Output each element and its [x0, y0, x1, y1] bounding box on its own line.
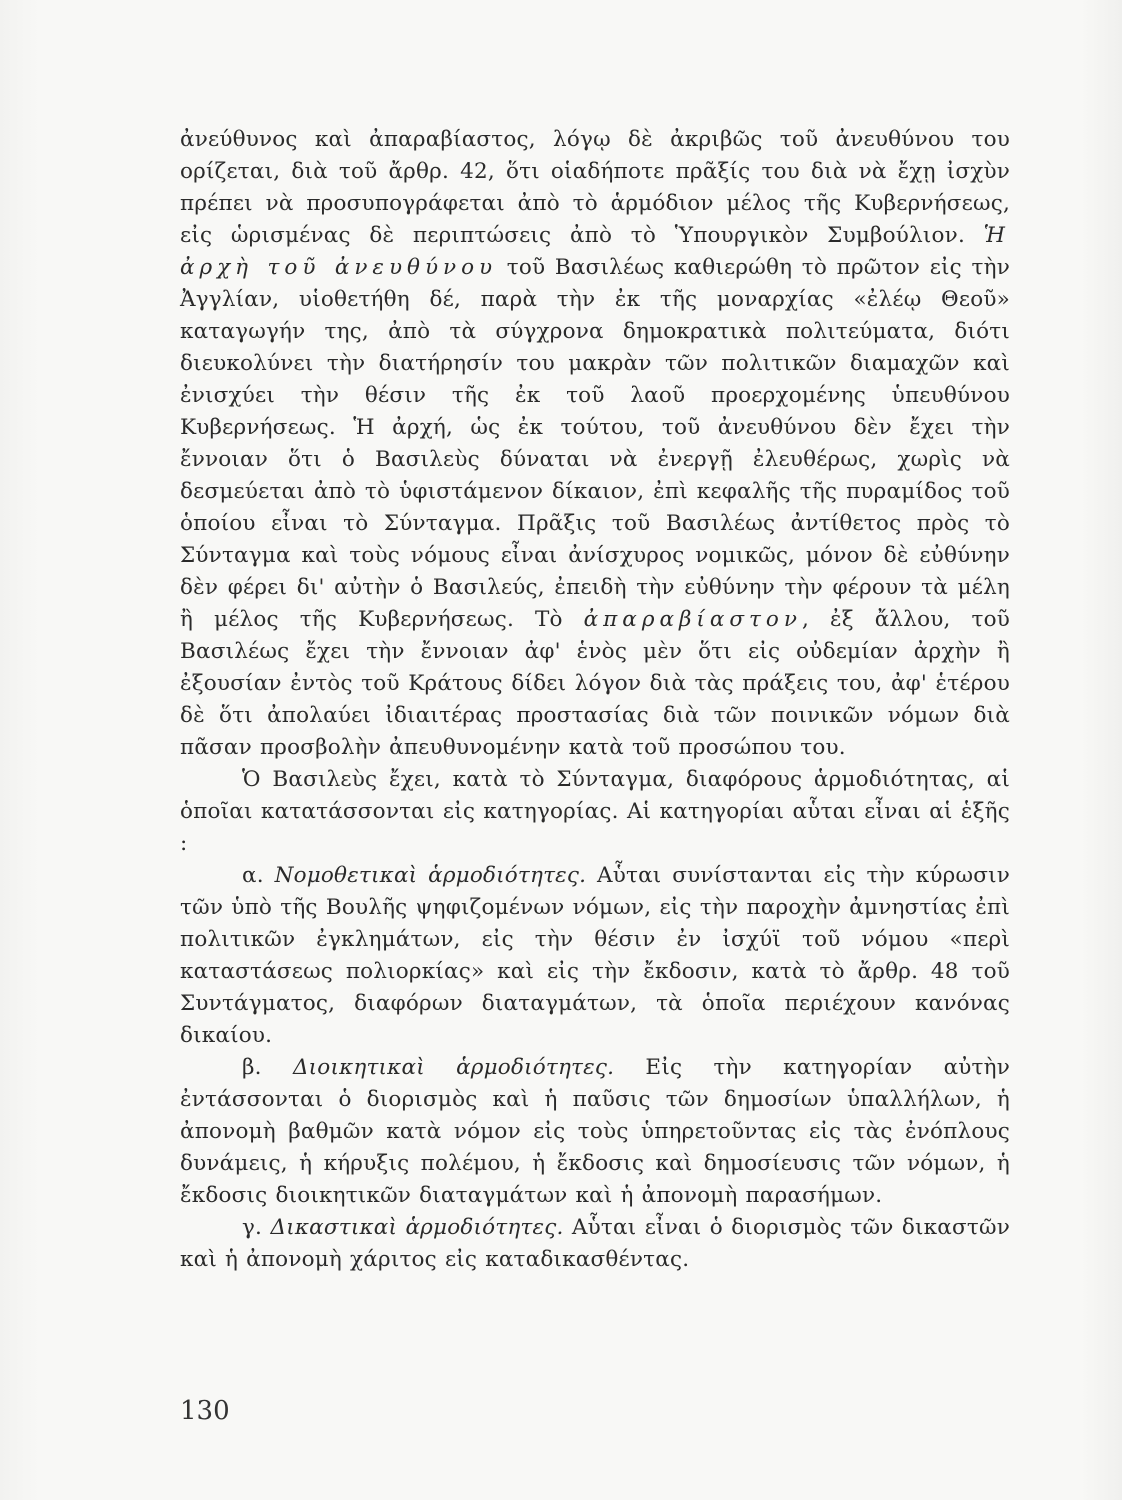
paragraph-2: Ὁ Βασιλεὺς ἔχει, κατὰ τὸ Σύνταγμα, διαφόρους ἁρμοδιότητας, αἱ ὁποῖαι κατατάσσονται εἰς κατηγορίας. Αἱ κατηγορίαι αὗται εἶναι αἱ ἑξῆς : — [180, 767, 1010, 856]
administrative-heading: Διοικητικαὶ ἁρμοδιότητες. — [292, 1055, 615, 1080]
judicial-heading: Δικαστικαὶ ἁρμοδιότητες. — [270, 1215, 564, 1240]
spaced-term-aparaviaston: ἀπαραβίαστον — [583, 607, 802, 632]
paragraph-1-part-a: ἀνεύθυνος καὶ ἀπαραβίαστος, λόγῳ δὲ ἀκριβῶς τοῦ ἀνευθύνου του ορίζεται, διὰ τοῦ ἄρθρ. 42, ὅτι οἱαδήποτε πρᾶξίς του διὰ νὰ ἔχῃ ἰσχὺν πρέπει νὰ προσυπογράφεται ἀπὸ τὸ ἁρμόδιον μέλος τῆς Κυβερνήσεως, εἰς ὡρισμένας δὲ περιπτώσεις ἀπὸ τὸ Ὑπουργικὸν Συμβούλιον. — [180, 127, 1010, 248]
legislative-heading: Νομοθετικαὶ ἁρμοδιότητες. — [274, 863, 587, 888]
paragraph-judicial — [180, 1212, 1010, 1276]
judicial-text: Αὗται εἶναι ὁ διορισμὸς τῶν δικαστῶν καὶ ἡ ἀπονομὴ χάριτος εἰς καταδικασθέντας. — [180, 1215, 1010, 1272]
page-number: 130 — [180, 1396, 230, 1426]
paragraph-1-part-c: τοῦ Βασιλέως καθιερώθη τὸ πρῶτον εἰς τὴν Ἀγγλίαν, υἱοθετήθη δέ, παρὰ τὴν ἐκ τῆς μοναρχίας «ἐλέῳ Θεοῦ» καταγωγήν της, ἀπὸ τὰ σύγχρονα δημοκρατικὰ πολιτεύματα, διότι διευκολύνει τὴν διατήρησίν του μακρὰν τῶν πολιτικῶν διαμαχῶν καὶ ἐνισχύει τὴν θέσιν τῆς ἐκ τοῦ λαοῦ προερχομένης ὑπευθύνου Κυβερνήσεως. Ἡ ἀρχή, ὡς ἐκ τούτου, τοῦ ἀνευθύνου δὲν ἔχει τὴν ἔννοιαν ὅτι ὁ Βασιλεὺς δύναται νὰ ἐνεργῇ ἐλευθέρως, χωρὶς νὰ δεσμεύεται ἀπὸ τὸ ὑφιστάμενον δίκαιον, ἐπὶ κεφαλῆς τῆς πυραμίδος τοῦ ὁποίου εἶναι τὸ Σύνταγμα. Πρᾶξις τοῦ Βασιλέως ἀντίθετος πρὸς τὸ Σύνταγμα καὶ τοὺς νόμους εἶναι ἀνίσχυρος νομικῶς, μόνον δὲ εὐθύνην δὲν φέρει δι' αὐτὴν ὁ Βασιλεύς, ἐπειδὴ τὴν εὐθύνην τὴν φέρουν τὰ μέλη ἢ μέλος τῆς Κυβερνήσεως. Τὸ — [180, 255, 1010, 632]
paragraph-administrative — [180, 1052, 1010, 1212]
administrative-text: Εἰς τὴν κατηγορίαν αὐτὴν ἐντάσσονται ὁ διορισμὸς καὶ ἡ παῦσις τῶν δημοσίων ὑπαλλήλων, ἡ ἀπονομὴ βαθμῶν κατὰ νόμον εἰς τοὺς ὑπηρετοῦντας εἰς τὰς ἐνόπλους δυνάμεις, ἡ κήρυξις πολέμου, ἡ ἔκδοσις καὶ δημοσίευσις τῶν νόμων, ἡ ἔκδοσις διοικητικῶν διαταγμάτων καὶ ἡ ἀπονομὴ παρασήμων. — [180, 1055, 1011, 1208]
body-text — [180, 124, 1010, 1276]
paragraph-1 — [180, 124, 1010, 764]
item-label-b: β. — [242, 1055, 262, 1080]
item-label-c: γ. — [242, 1215, 263, 1240]
item-label-a: α. — [242, 863, 264, 888]
paragraph-legislative — [180, 860, 1010, 1052]
paragraph-1-part-e: , ἐξ ἄλλου, τοῦ Βασιλέως ἔχει τὴν ἔννοιαν ἀφ' ἑνὸς μὲν ὅτι εἰς οὐδεμίαν ἀρχὴν ἢ ἐξουσίαν ἐντὸς τοῦ Κράτους δίδει λόγον διὰ τὰς πράξεις του, ἀφ' ἑτέρου δὲ ὅτι ἀπολαύει ἰδιαιτέρας προστασίας διὰ τῶν ποινικῶν νόμων διὰ πᾶσαν προσβολὴν ἀπευθυνομένην κατὰ τοῦ προσώπου του. — [180, 607, 1010, 760]
spaced-term-anefthynou: Ἡ ἀρχὴ τοῦ ἀνευθύνου — [180, 223, 1010, 280]
legislative-text: Αὗται συνίστανται εἰς τὴν κύρωσιν τῶν ὑπὸ τῆς Βουλῆς ψηφιζομένων νόμων, εἰς τὴν παροχὴν ἀμνηστίας ἐπὶ πολιτικῶν ἐγκλημάτων, εἰς τὴν θέσιν ἐν ἰσχύϊ τοῦ νόμου «περὶ καταστάσεως πολιορκίας» καὶ εἰς τὴν ἔκδοσιν, κατὰ τὸ ἄρθρ. 48 τοῦ Συντάγματος, διαφόρων διαταγμάτων, τὰ ὁποῖα περιέχουν κανόνας δικαίου. — [180, 863, 1010, 1048]
